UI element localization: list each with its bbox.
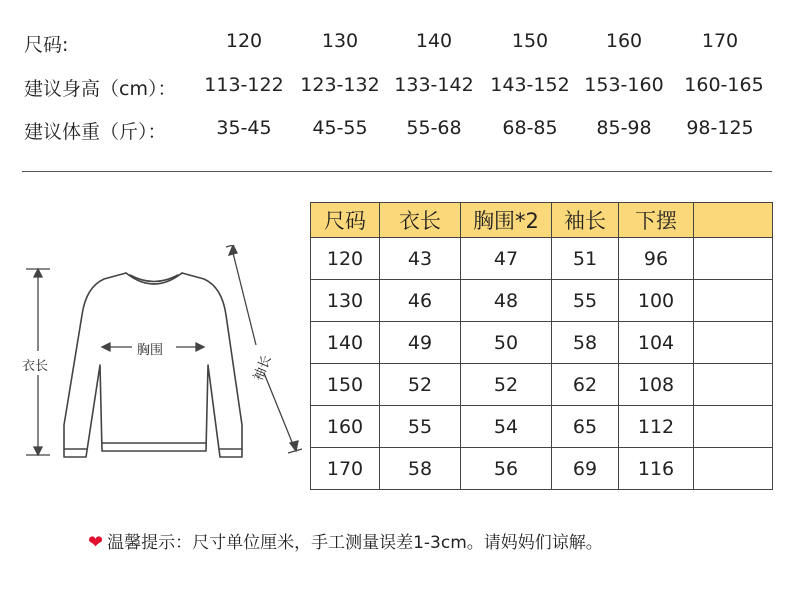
weight-row-label: 建议体重（斤）： bbox=[24, 121, 167, 143]
table-cell: 62 bbox=[552, 364, 619, 406]
table-cell bbox=[694, 322, 773, 364]
table-cell: 49 bbox=[380, 322, 461, 364]
weight-row bbox=[0, 117, 790, 147]
table-cell bbox=[694, 448, 773, 490]
table-cell: 56 bbox=[461, 448, 552, 490]
table-cell: 43 bbox=[380, 238, 461, 280]
table-row bbox=[311, 406, 773, 448]
table-cell: 47 bbox=[461, 238, 552, 280]
height-value: 133-142 bbox=[394, 74, 474, 96]
chest-label: 胸围 bbox=[137, 343, 164, 358]
table-cell: 54 bbox=[461, 406, 552, 448]
table-cell: 69 bbox=[552, 448, 619, 490]
table-cell: 48 bbox=[461, 280, 552, 322]
care-note bbox=[88, 528, 603, 553]
table-cell: 120 bbox=[311, 238, 380, 280]
table-header-row bbox=[311, 203, 773, 238]
table-cell bbox=[694, 280, 773, 322]
table-row bbox=[311, 280, 773, 322]
table-cell bbox=[694, 406, 773, 448]
table-cell: 51 bbox=[552, 238, 619, 280]
table-row bbox=[311, 364, 773, 406]
weight-value: 85-98 bbox=[596, 117, 652, 139]
table-cell: 58 bbox=[552, 322, 619, 364]
length-label: 衣长 bbox=[22, 355, 48, 374]
sleeve-label: 袖长 bbox=[251, 353, 275, 384]
header-cell: 下摆 bbox=[619, 203, 694, 238]
height-value: 160-165 bbox=[684, 74, 764, 96]
header-cell: 袖长 bbox=[552, 203, 619, 238]
header-cell bbox=[694, 203, 773, 238]
table-cell: 150 bbox=[311, 364, 380, 406]
size-value: 170 bbox=[701, 30, 739, 52]
table-cell: 65 bbox=[552, 406, 619, 448]
weight-value: 35-45 bbox=[216, 117, 272, 139]
table-cell: 108 bbox=[619, 364, 694, 406]
care-note-text: 温馨提示：尺寸单位厘米，手工测量误差1-3cm。请妈妈们谅解。 bbox=[107, 533, 603, 553]
table-cell: 100 bbox=[619, 280, 694, 322]
table-row bbox=[311, 448, 773, 490]
divider bbox=[22, 171, 772, 172]
table-cell: 130 bbox=[311, 280, 380, 322]
table-cell: 116 bbox=[619, 448, 694, 490]
height-value: 123-132 bbox=[300, 74, 380, 96]
table-cell: 104 bbox=[619, 322, 694, 364]
table-cell: 96 bbox=[619, 238, 694, 280]
table-cell: 112 bbox=[619, 406, 694, 448]
table-row bbox=[311, 238, 773, 280]
header-cell: 胸围*2 bbox=[461, 203, 552, 238]
table-cell: 58 bbox=[380, 448, 461, 490]
height-row-label: 建议身高（cm）： bbox=[24, 78, 177, 100]
size-value: 140 bbox=[415, 30, 453, 52]
table-cell bbox=[694, 364, 773, 406]
size-value: 160 bbox=[605, 30, 643, 52]
height-row bbox=[0, 74, 790, 104]
table-cell: 50 bbox=[461, 322, 552, 364]
heart-icon: ❤ bbox=[88, 532, 104, 553]
table-cell: 52 bbox=[380, 364, 461, 406]
header-cell: 尺码 bbox=[311, 203, 380, 238]
table-cell: 55 bbox=[552, 280, 619, 322]
size-table bbox=[310, 202, 773, 490]
weight-value: 98-125 bbox=[686, 117, 754, 139]
table-cell bbox=[694, 238, 773, 280]
weight-value: 55-68 bbox=[406, 117, 462, 139]
header-cell: 衣长 bbox=[380, 203, 461, 238]
size-value: 120 bbox=[225, 30, 263, 52]
table-cell: 140 bbox=[311, 322, 380, 364]
size-row-label: 尺码: bbox=[24, 34, 69, 56]
table-cell: 160 bbox=[311, 406, 380, 448]
size-value: 130 bbox=[321, 30, 359, 52]
height-value: 113-122 bbox=[204, 74, 284, 96]
table-cell: 170 bbox=[311, 448, 380, 490]
height-value: 153-160 bbox=[584, 74, 664, 96]
weight-value: 68-85 bbox=[502, 117, 558, 139]
table-cell: 46 bbox=[380, 280, 461, 322]
size-row bbox=[0, 30, 790, 60]
table-cell: 55 bbox=[380, 406, 461, 448]
height-value: 143-152 bbox=[490, 74, 570, 96]
size-value: 150 bbox=[511, 30, 549, 52]
table-cell: 52 bbox=[461, 364, 552, 406]
weight-value: 45-55 bbox=[312, 117, 368, 139]
table-row bbox=[311, 322, 773, 364]
